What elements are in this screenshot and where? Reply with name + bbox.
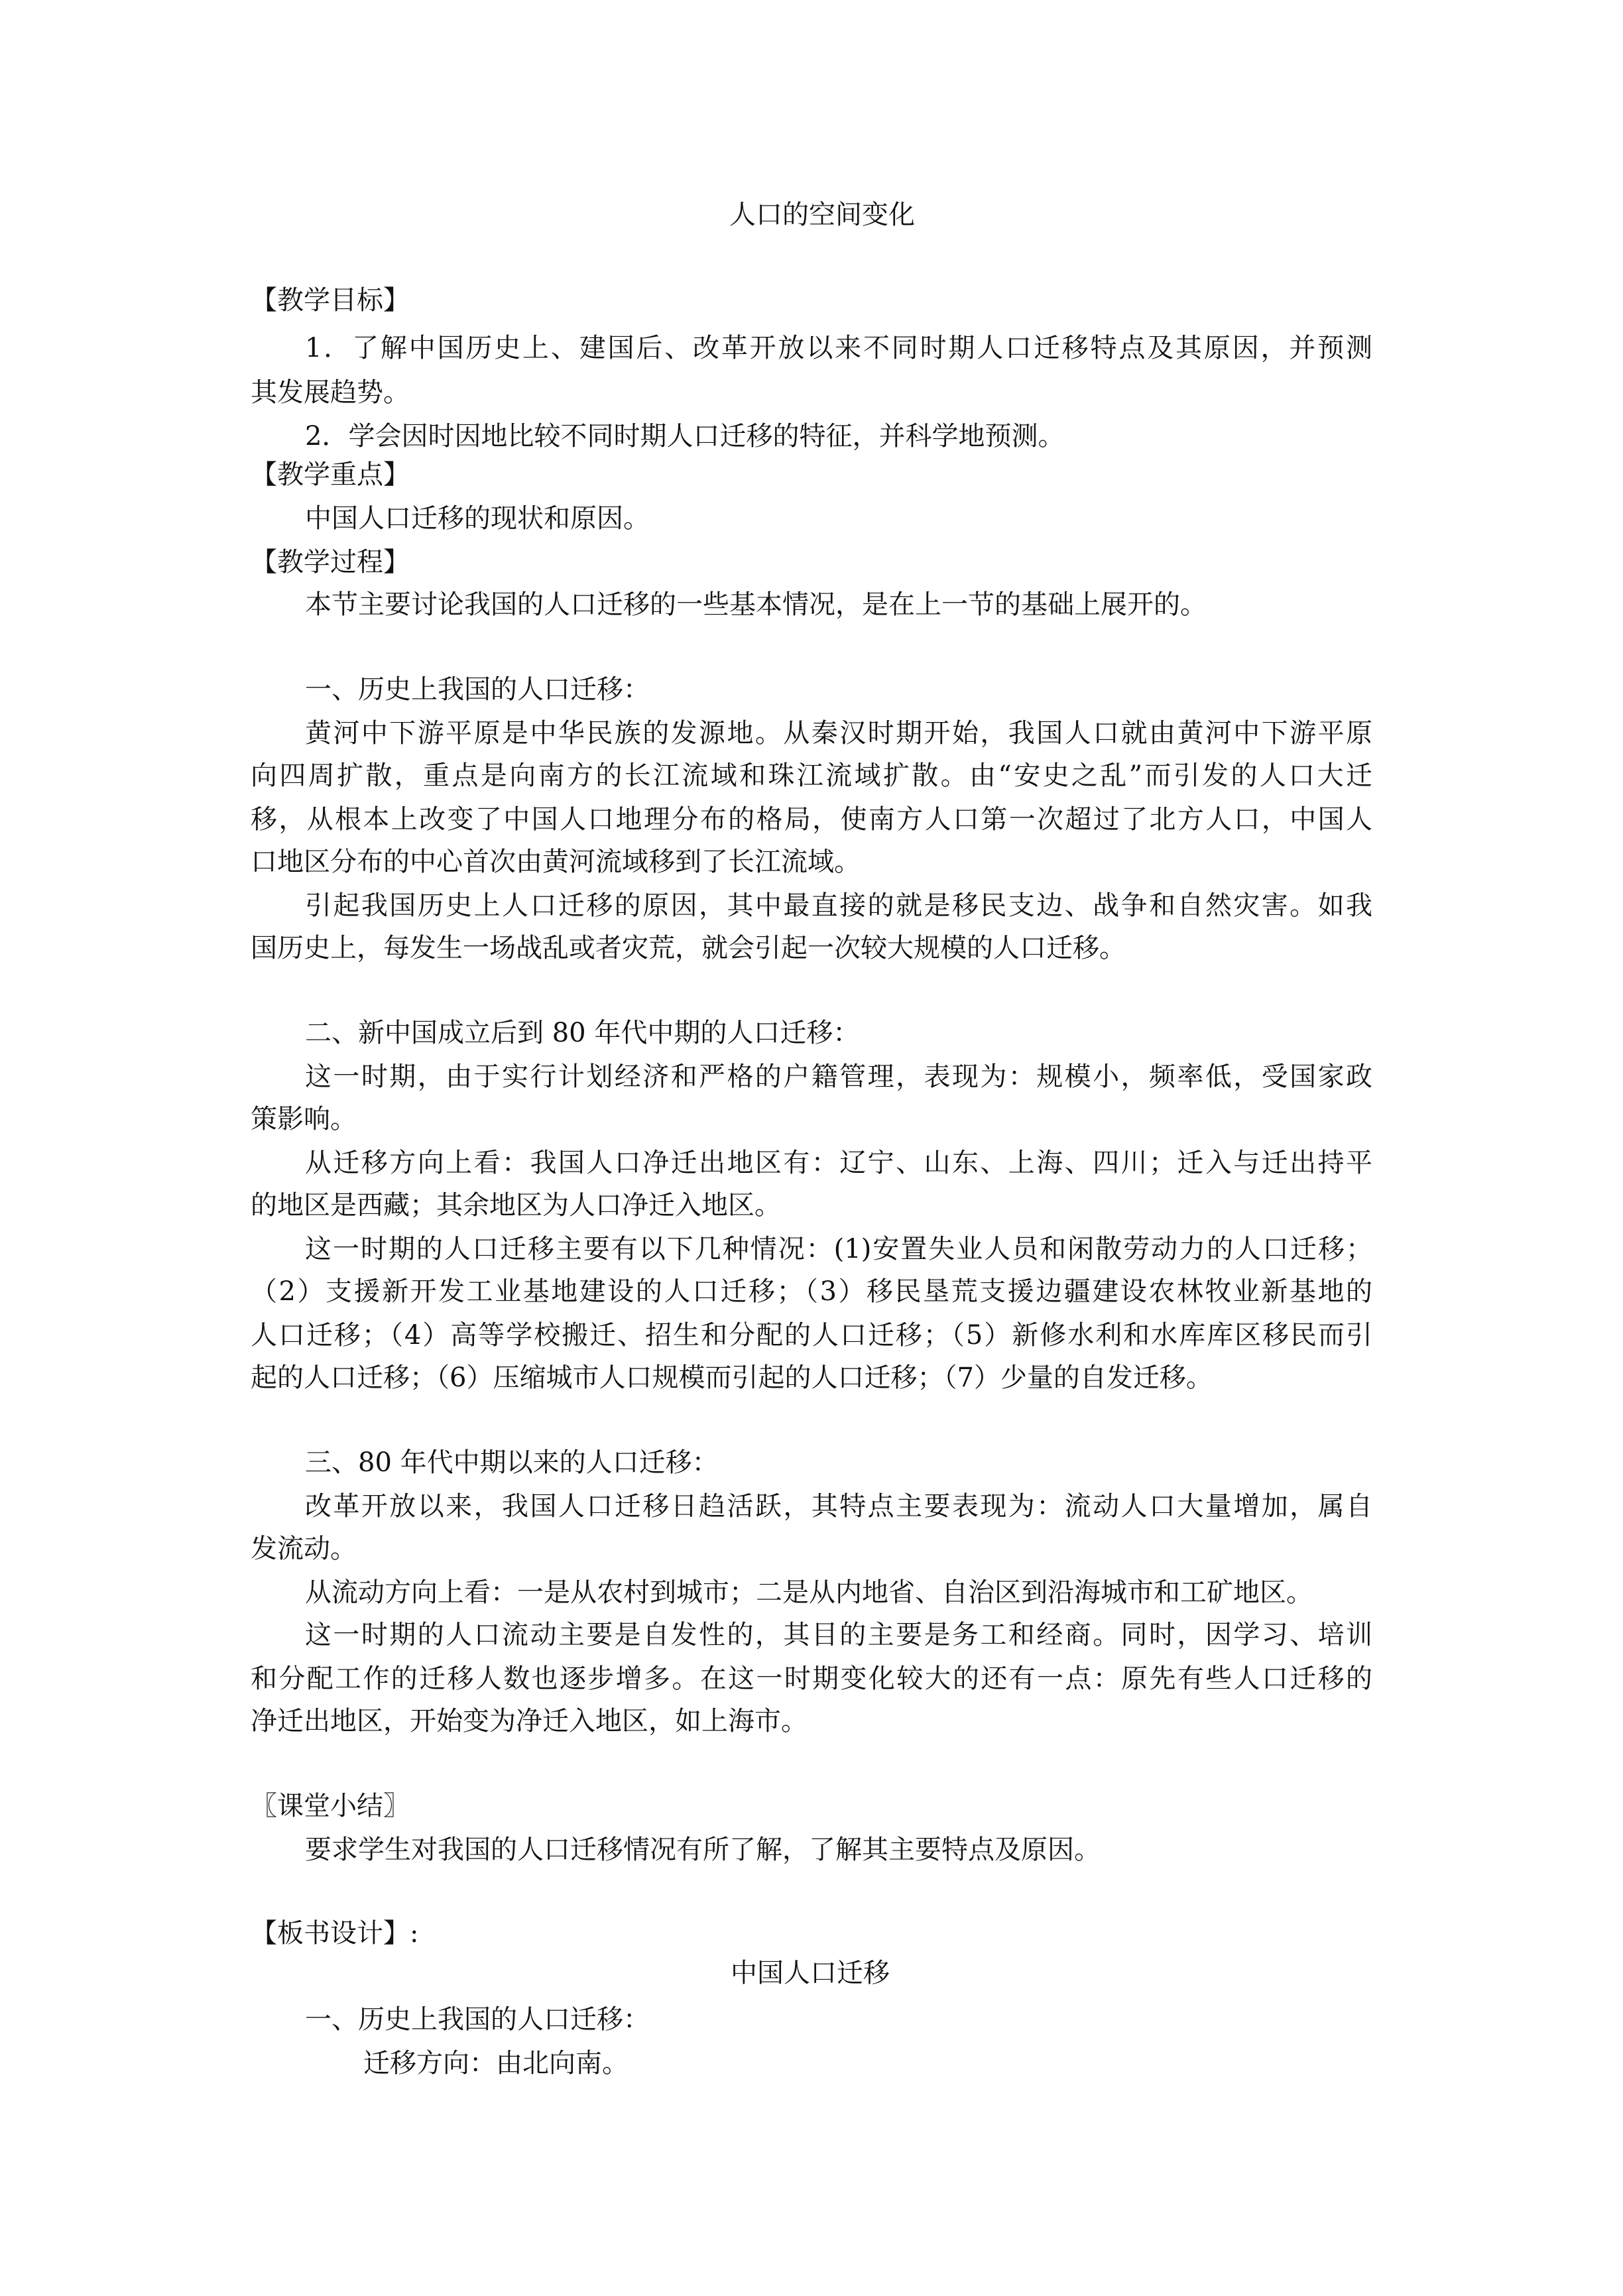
section-2-p3-line-2: （2）支援新开发工业基地建设的人口迁移；（3）移民垦荒支援边疆建设农林牧业新基地的	[251, 1276, 1372, 1307]
section-2-p1-line-1: 这一时期，由于实行计划经济和严格的户籍管理，表现为：规模小，频率低，受国家政	[305, 1061, 1372, 1092]
board-heading: 【板书设计】:	[251, 1918, 419, 1949]
section-3-p3-line-1: 这一时期的人口流动主要是自发性的，其目的主要是务工和经商。同时，因学习、培训	[305, 1620, 1372, 1650]
section-2-p3-line-1: 这一时期的人口迁移主要有以下几种情况：(1)安置失业人员和闲散劳动力的人口迁移；	[305, 1234, 1372, 1264]
page-title: 人口的空间变化	[729, 200, 915, 230]
section-1-p1-line-4: 口地区分布的中心首次由黄河流域移到了长江流域。	[251, 847, 861, 877]
section-2-p3-line-4: 起的人口迁移；（6）压缩城市人口规模而引起的人口迁移；（7）少量的自发迁移。	[251, 1362, 1213, 1393]
summary-heading: 〖课堂小结〗	[251, 1791, 410, 1821]
objective-2: 2．学会因时因地比较不同时期人口迁移的特征，并科学地预测。	[305, 421, 1065, 452]
section-3-heading: 三、80 年代中期以来的人口迁移：	[305, 1447, 719, 1478]
section-2-p2-line-2: 的地区是西藏；其余地区为人口净迁入地区。	[251, 1190, 781, 1221]
objective-1-line-2: 其发展趋势。	[251, 377, 410, 408]
board-title: 中国人口迁移	[731, 1958, 890, 1988]
section-3-p1-line-2: 发流动。	[251, 1534, 357, 1564]
section-1-p2-line-1: 引起我国历史上人口迁移的原因，其中最直接的就是移民支边、战争和自然灾害。如我	[305, 890, 1372, 921]
process-intro: 本节主要讨论我国的人口迁移的一些基本情况，是在上一节的基础上展开的。	[305, 589, 1207, 620]
objective-1-line-1: 1．了解中国历史上、建国后、改革开放以来不同时期人口迁移特点及其原因，并预测	[305, 333, 1372, 363]
process-heading: 【教学过程】	[251, 547, 410, 577]
section-1-p1-line-3: 移，从根本上改变了中国人口地理分布的格局，使南方人口第一次超过了北方人口，中国人	[251, 804, 1372, 835]
section-2-heading: 二、新中国成立后到 80 年代中期的人口迁移：	[305, 1018, 860, 1048]
section-1-p1-line-2: 向四周扩散，重点是向南方的长江流域和珠江流域扩散。由“安史之乱”而引发的人口大迁	[251, 760, 1372, 791]
section-3-p1-line-1: 改革开放以来，我国人口迁移日趋活跃，其特点主要表现为：流动人口大量增加，属自	[305, 1491, 1372, 1522]
key-points-heading: 【教学重点】	[251, 459, 410, 490]
board-item-1-sub: 迁移方向：由北向南。	[363, 2048, 629, 2079]
summary-text: 要求学生对我国的人口迁移情况有所了解，了解其主要特点及原因。	[305, 1835, 1101, 1865]
section-1-p1-line-1: 黄河中下游平原是中华民族的发源地。从秦汉时期开始，我国人口就由黄河中下游平原	[305, 718, 1372, 749]
section-3-p2: 从流动方向上看：一是从农村到城市；二是从内地省、自治区到沿海城市和工矿地区。	[305, 1577, 1313, 1608]
section-3-p3-line-3: 净迁出地区，开始变为净迁入地区，如上海市。	[251, 1706, 808, 1736]
section-2-p1-line-2: 策影响。	[251, 1104, 357, 1134]
objectives-heading: 【教学目标】	[251, 285, 410, 316]
section-1-heading: 一、历史上我国的人口迁移：	[305, 674, 650, 705]
section-2-p3-line-3: 人口迁移；（4）高等学校搬迁、招生和分配的人口迁移；（5）新修水利和水库库区移民而引	[251, 1320, 1372, 1351]
section-2-p2-line-1: 从迁移方向上看：我国人口净迁出地区有：辽宁、山东、上海、四川；迁入与迁出持平	[305, 1148, 1372, 1178]
section-1-p2-line-2: 国历史上，每发生一场战乱或者灾荒，就会引起一次较大规模的人口迁移。	[251, 933, 1126, 963]
key-points-text: 中国人口迁移的现状和原因。	[305, 503, 650, 534]
section-3-p3-line-2: 和分配工作的迁移人数也逐步增多。在这一时期变化较大的还有一点：原先有些人口迁移的	[251, 1663, 1372, 1694]
board-item-1: 一、历史上我国的人口迁移：	[305, 2004, 650, 2035]
